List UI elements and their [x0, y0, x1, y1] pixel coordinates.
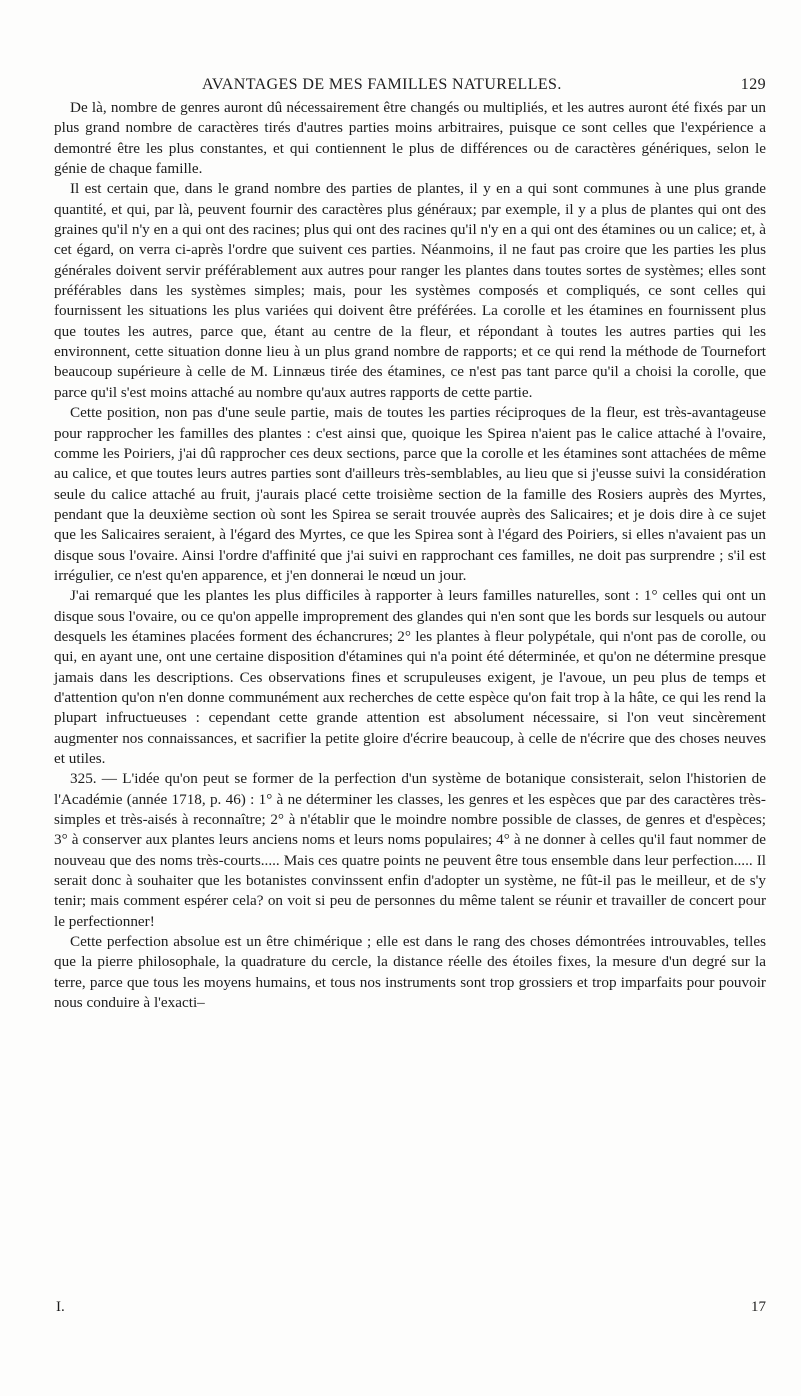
- running-title: AVANTAGES DE MES FAMILLES NATURELLES.: [202, 76, 562, 93]
- page-footer: [54, 1299, 766, 1321]
- body-text: [54, 98, 766, 1013]
- paragraph: Cette perfection absolue est un être chimérique ; elle est dans le rang des choses démontrées introuvables, telles que la pierre philosophale, la quadrature du cercle, la distance réelle des étoiles fixes, la mesure d'un degré sur la terre, parce que tous les moyens humains, et tous nos instruments sont trop grossiers et trop imparfaits pour pouvoir nous conduire à l'exacti–: [54, 933, 766, 1012]
- gathering-signature: 17: [751, 1299, 766, 1315]
- paragraph: Cette position, non pas d'une seule partie, mais de toutes les parties réciproques de la fleur, est très-avantageuse pour rapprocher les familles des plantes : c'est ainsi que, quoique les Spirea n'aient pas le calice attaché à l'ovaire, comme les Poiriers, j'ai dû rapprocher ces deux sections, parce que la corolle et les étamines sont attachées de même au calice, et que toutes leurs autres parties sont d'ailleurs très-semblables, au lieu que si j'eusse suivi la considération seule du calice attaché au fruit, j'aurais placé cette troisième section de la famille des Rosiers auprès des Myrtes, pendant que la deuxième section où sont les Spirea se serait trouvée auprès des Salicaires; et je dois dire à ce sujet que les Salicaires seraient, à l'égard des Myrtes, ce que les Spirea sont à l'égard des Poiriers, si elles n'avaient pas un disque sous l'ovaire. Ainsi l'ordre d'affinité que j'ai suivi en rapprochant ces familles, ne doit pas surprendre ; s'il est irrégulier, ce n'est qu'en apparence, et j'en donnerai le nœud un jour.: [54, 404, 766, 584]
- paragraph: Il est certain que, dans le grand nombre des parties de plantes, il y en a qui sont communes à une plus grande quantité, et qui, par là, peuvent fournir des caractères plus généraux; par exemple, il y a plus de plantes qui ont des graines qu'il n'y en a qui ont des racines; plus qui ont des racines qu'il n'y en a qui ont des étamines ou un calice; et, à cet égard, on verra ci-après l'ordre que suivent ces parties. Néanmoins, il ne faut pas croire que les parties les plus générales doivent servir préférablement aux autres pour ranger les plantes dans toutes sortes de systèmes; elles sont préférables dans les systèmes simples; mais, pour les systèmes composés et compliqués, ce sont celles qui fournissent les situations les plus variées qui doivent être préférées. La corolle et les étamines en fournissent plus que toutes les autres, parce que, étant au centre de la fleur, et répondant à toutes les autres parties qui les environnent, cette situation donne lieu à un plus grand nombre de rapports; et ce qui rend la méthode de Tournefort beaucoup supérieure à celle de M. Linnæus tirée des étamines, ce n'est pas tant parce qu'il a choisi la corolle, que parce qu'il s'est moins attaché au nombre qu'aux autres rapports de cette partie.: [54, 180, 766, 401]
- running-header: [56, 76, 766, 100]
- volume-signature: I.: [56, 1299, 65, 1315]
- paragraph: De là, nombre de genres auront dû nécessairement être changés ou multipliés, et les autres auront été fixés par un plus grand nombre de caractères tirés d'autres parties moins arbitraires, puisque ce sont celles que l'expérience a demontré être les plus constantes, et qui contiennent le plus de différences ou de caractères génériques, selon le génie de chaque famille.: [54, 99, 766, 178]
- page-number: 129: [740, 76, 766, 93]
- paragraph: 325. — L'idée qu'on peut se former de la perfection d'un système de botanique consisterait, selon l'historien de l'Académie (année 1718, p. 46) : 1° à ne déterminer les classes, les genres et les espèces que par des caractères très-simples et très-aisés à reconnaître; 2° à n'établir que le moindre nombre possible de classes, de genres et d'espèces; 3° à conserver aux plantes leurs anciens noms et leurs noms populaires; 4° à ne donner à celles qu'il faut nommer de nouveau que des noms très-courts..... Mais ces quatre points ne peuvent être tous ensemble dans leur perfection..... Il serait donc à souhaiter que les botanistes convinssent enfin d'adopter un système, ne fût-il pas le meilleur, et de s'y tenir; mais comment espérer cela? on voit si peu de personnes du même talent se réunir et travailler de concert pour le perfectionner!: [54, 770, 766, 930]
- paragraph: J'ai remarqué que les plantes les plus difficiles à rapporter à leurs familles naturelles, sont : 1° celles qui ont un disque sous l'ovaire, ou ce qu'on appelle improprement des glandes qui n'en sont que les bords sur lesquels ou autour desquels les étamines placées forment des échancrures; 2° les plantes à fleur polypétale, qui n'ont pas de corolle, ou qui, en ayant une, ont une certaine disposition d'étamines qui n'a point été déterminée, et qu'on ne détermine presque jamais dans les descriptions. Ces observations fines et scrupuleuses exigent, je l'avoue, un peu plus de temps et d'attention qu'on n'en donne communément aux recherches de cette espèce qu'on fait trop à la hâte, ce qui les rend la plupart infructueuses : cependant cette grande attention est absolument nécessaire, si l'on veut sincèrement augmenter nos connaissances, et sacrifier la petite gloire d'écrire beaucoup, à celle de n'écrire que des choses neuves et utiles.: [54, 587, 766, 767]
